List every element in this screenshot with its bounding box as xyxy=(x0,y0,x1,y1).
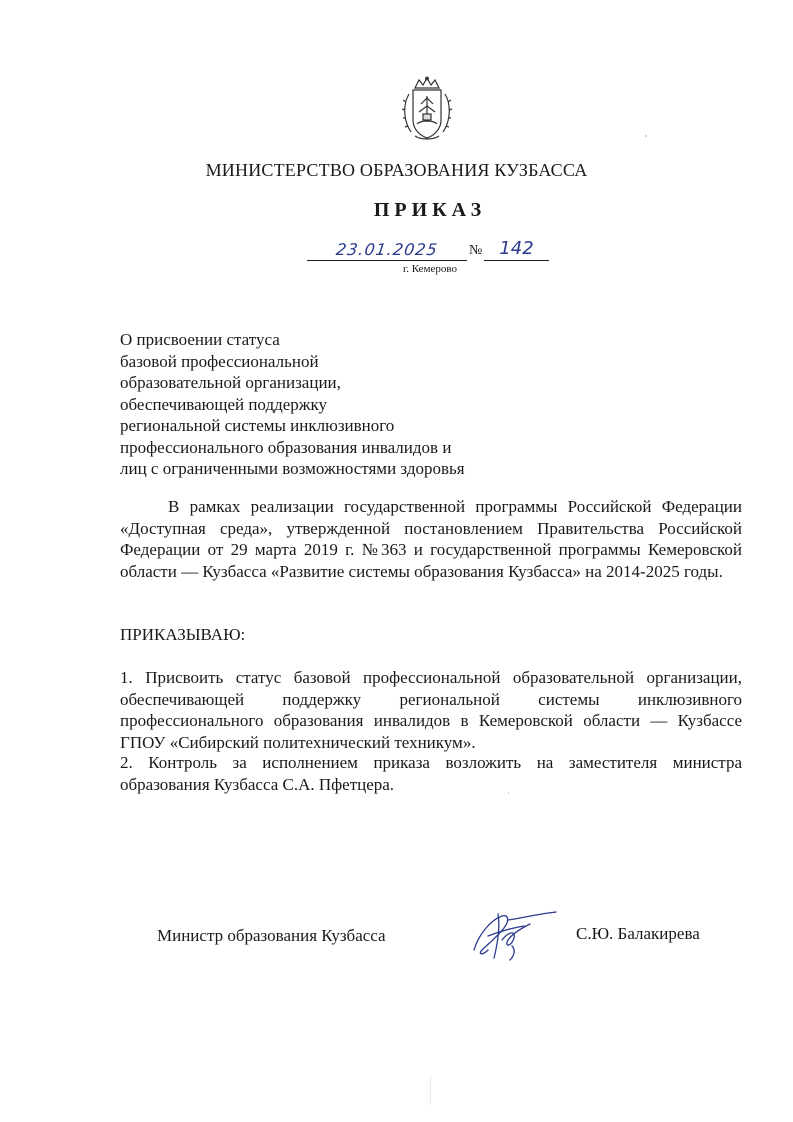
subject-line: образовательной организации, xyxy=(120,373,341,392)
order-subject xyxy=(120,329,520,480)
subject-line: профессионального образования инвалидов и xyxy=(120,437,452,457)
date-field xyxy=(307,232,467,261)
subject-line: региональной системы инклюзивного xyxy=(120,416,395,435)
scan-speck xyxy=(645,135,647,137)
ministry-name: МИНИСТЕРСТВО ОБРАЗОВАНИЯ КУЗБАССА xyxy=(205,160,588,180)
order-item: 1. Присвоить статус базовой профессиональной образовательной организации, обеспечивающей поддержку региональной системы инклюзивного профессионального образования инвалидов в Кемеровской области — Кузбассе ГПОУ «Сибирский политехнический техникум». xyxy=(120,668,742,752)
scan-speck xyxy=(430,1075,431,1105)
preamble-paragraph: В рамках реализации государственной программы Российской Федерации «Доступная среда», утвержденной постановлением Правительства Российской Федерации от 29 марта 2019 г. №363 и государственной программы Кемеровской области — Кузбасса «Развитие системы образования Кузбасса» на 2014-2025 годы. xyxy=(120,497,742,581)
subject-line: обеспечивающей поддержку xyxy=(120,394,328,414)
subject-line: лиц с ограниченными возможностями здоровья xyxy=(120,459,465,478)
order-keyword: ПРИКАЗЫВАЮ: xyxy=(120,625,246,644)
handwritten-signature xyxy=(468,906,560,964)
handwritten-date: 23.01.2025 xyxy=(334,240,440,259)
number-sign: № xyxy=(469,243,483,258)
number-field xyxy=(484,232,549,261)
coat-of-arms-icon xyxy=(399,76,455,142)
scan-speck xyxy=(508,792,509,794)
signer-position: Министр образования Кузбасса xyxy=(157,926,386,945)
document-type-title: ПРИКАЗ xyxy=(373,199,487,221)
subject-line: базовой профессиональной xyxy=(120,351,319,371)
signer-name: С.Ю. Балакирева xyxy=(576,924,700,943)
order-item: 2. Контроль за исполнением приказа возложить на заместителя министра образования Кузбасса С.А. Пфетцера. xyxy=(120,753,742,794)
subject-line: О присвоении статуса xyxy=(120,330,280,349)
city-label: г. Кемерово xyxy=(402,263,458,275)
handwritten-number: 142 xyxy=(499,238,534,259)
